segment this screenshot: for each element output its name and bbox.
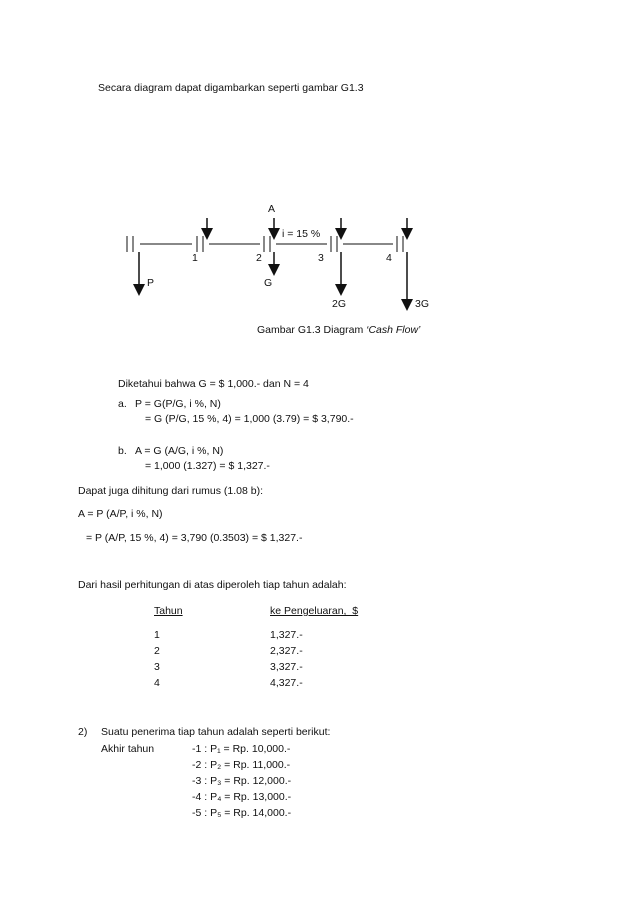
label-period-2: 2 bbox=[256, 252, 262, 264]
formula-line2: = P (A/P, 15 %, 4) = 3,790 (0.3503) = $ 1,327.- bbox=[86, 532, 303, 544]
table-value: 1,327.- bbox=[270, 629, 303, 641]
table-year: 2 bbox=[154, 645, 160, 657]
label-period-4: 4 bbox=[386, 252, 392, 264]
caption-prefix: Gambar G1.3 Diagram bbox=[257, 324, 367, 336]
problem2-line: -2 : P₂ = Rp. 11,000.- bbox=[192, 759, 291, 771]
item-b-line2: = 1,000 (1.327) = $ 1,327.- bbox=[145, 460, 270, 472]
table-header-value: ke Pengeluaran, $ bbox=[270, 605, 359, 617]
item-a-label: a. bbox=[118, 398, 127, 410]
table-value: 3,327.- bbox=[270, 661, 303, 673]
figure-caption bbox=[257, 324, 420, 337]
table-value: 2,327.- bbox=[270, 645, 303, 657]
item-b-line1: A = G (A/G, i %, N) bbox=[135, 445, 224, 457]
problem2-number: 2) bbox=[78, 726, 88, 738]
caption-italic: ‘Cash Flow’ bbox=[366, 324, 421, 336]
problem2-line: -3 : P₃ = Rp. 12,000.- bbox=[192, 775, 292, 787]
table-year: 4 bbox=[154, 677, 160, 689]
label-a: A bbox=[268, 203, 276, 215]
timeline bbox=[127, 236, 403, 252]
problem2-label: Akhir tahun bbox=[101, 743, 155, 755]
table-year: 1 bbox=[154, 629, 160, 641]
result-intro: Dari hasil perhitungan di atas diperoleh tiap tahun adalah: bbox=[78, 579, 347, 591]
label-period-1: 1 bbox=[192, 252, 198, 264]
formula-intro: Dapat juga dihitung dari rumus (1.08 b): bbox=[78, 485, 264, 497]
formula-line1: A = P (A/P, i %, N) bbox=[78, 508, 163, 520]
table-header-year: Tahun bbox=[154, 605, 183, 617]
given-text: Diketahui bahwa G = $ 1,000.- dan N = 4 bbox=[118, 378, 309, 390]
problem2-text: Suatu penerima tiap tahun adalah seperti berikut: bbox=[101, 726, 331, 738]
table-value: 4,327.- bbox=[270, 677, 303, 689]
item-b-label: b. bbox=[118, 445, 127, 457]
intro-text: Secara diagram dapat digambarkan seperti gambar G1.3 bbox=[98, 82, 364, 94]
label-rate: i = 15 % bbox=[282, 228, 321, 240]
problem2-line: -4 : P₄ = Rp. 13,000.- bbox=[192, 791, 292, 803]
problem2-line: -5 : P₅ = Rp. 14,000.- bbox=[192, 807, 292, 819]
label-3g: 3G bbox=[415, 298, 430, 310]
label-p: P bbox=[147, 277, 155, 289]
label-2g: 2G bbox=[332, 298, 347, 310]
label-g: G bbox=[264, 277, 273, 289]
table-year: 3 bbox=[154, 661, 160, 673]
item-a-line1: P = G(P/G, i %, N) bbox=[135, 398, 221, 410]
label-period-3: 3 bbox=[318, 252, 324, 264]
item-a-line2: = G (P/G, 15 %, 4) = 1,000 (3.79) = $ 3,790.- bbox=[145, 413, 354, 425]
problem2-line: -1 : P₁ = Rp. 10,000.- bbox=[192, 743, 291, 755]
